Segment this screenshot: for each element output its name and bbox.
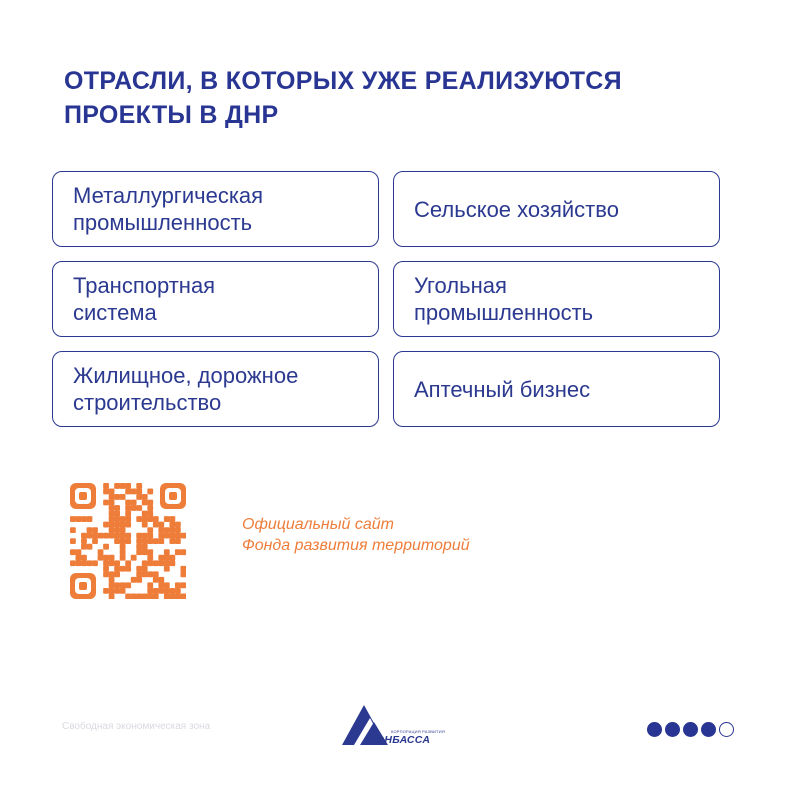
qr-caption-line: Фонда развития территорий — [242, 537, 470, 554]
sector-label: система — [73, 300, 157, 325]
sector-label: промышленность — [73, 210, 253, 235]
pagination-dot[interactable] — [719, 722, 734, 737]
footer-tagline: Свободная экономическая зона — [62, 721, 211, 732]
sector-label: Сельское хозяйство — [414, 196, 619, 222]
sector-label: Жилищное, дорожное — [73, 363, 299, 388]
sector-label: Металлургическая — [73, 183, 264, 208]
pagination-dot[interactable] — [683, 722, 698, 737]
sector-card-construction — [52, 351, 379, 427]
pagination-dots — [647, 722, 734, 737]
pagination-dot[interactable] — [701, 722, 716, 737]
pagination-dot[interactable] — [665, 722, 680, 737]
page-title: ОТРАСЛИ, В КОТОРЫХ УЖЕ РЕАЛИЗУЮТСЯ ПРОЕКТЫ В ДНР — [64, 67, 622, 129]
sector-label: Аптечный бизнес — [414, 376, 591, 402]
pagination-dot[interactable] — [647, 722, 662, 737]
sector-card-transport — [52, 261, 379, 337]
sector-card-metallurgy — [52, 171, 379, 247]
sector-card-coal — [393, 261, 720, 337]
sector-label: промышленность — [414, 300, 594, 325]
qr-caption-line: Официальный сайт — [242, 516, 394, 533]
logo-caption: КОРПОРАЦИЯ РАЗВИТИЯ — [391, 729, 445, 734]
logo-name: ДОНБАССА — [368, 734, 431, 746]
sector-card-pharmacy — [393, 351, 720, 427]
sector-label: строительство — [73, 390, 222, 415]
sector-card-agriculture — [393, 171, 720, 247]
sectors-grid — [52, 171, 720, 427]
sector-label: Угольная — [414, 273, 507, 298]
sector-label: Транспортная — [73, 273, 216, 298]
qr-caption — [242, 514, 470, 556]
qr-code-icon[interactable] — [70, 483, 186, 599]
